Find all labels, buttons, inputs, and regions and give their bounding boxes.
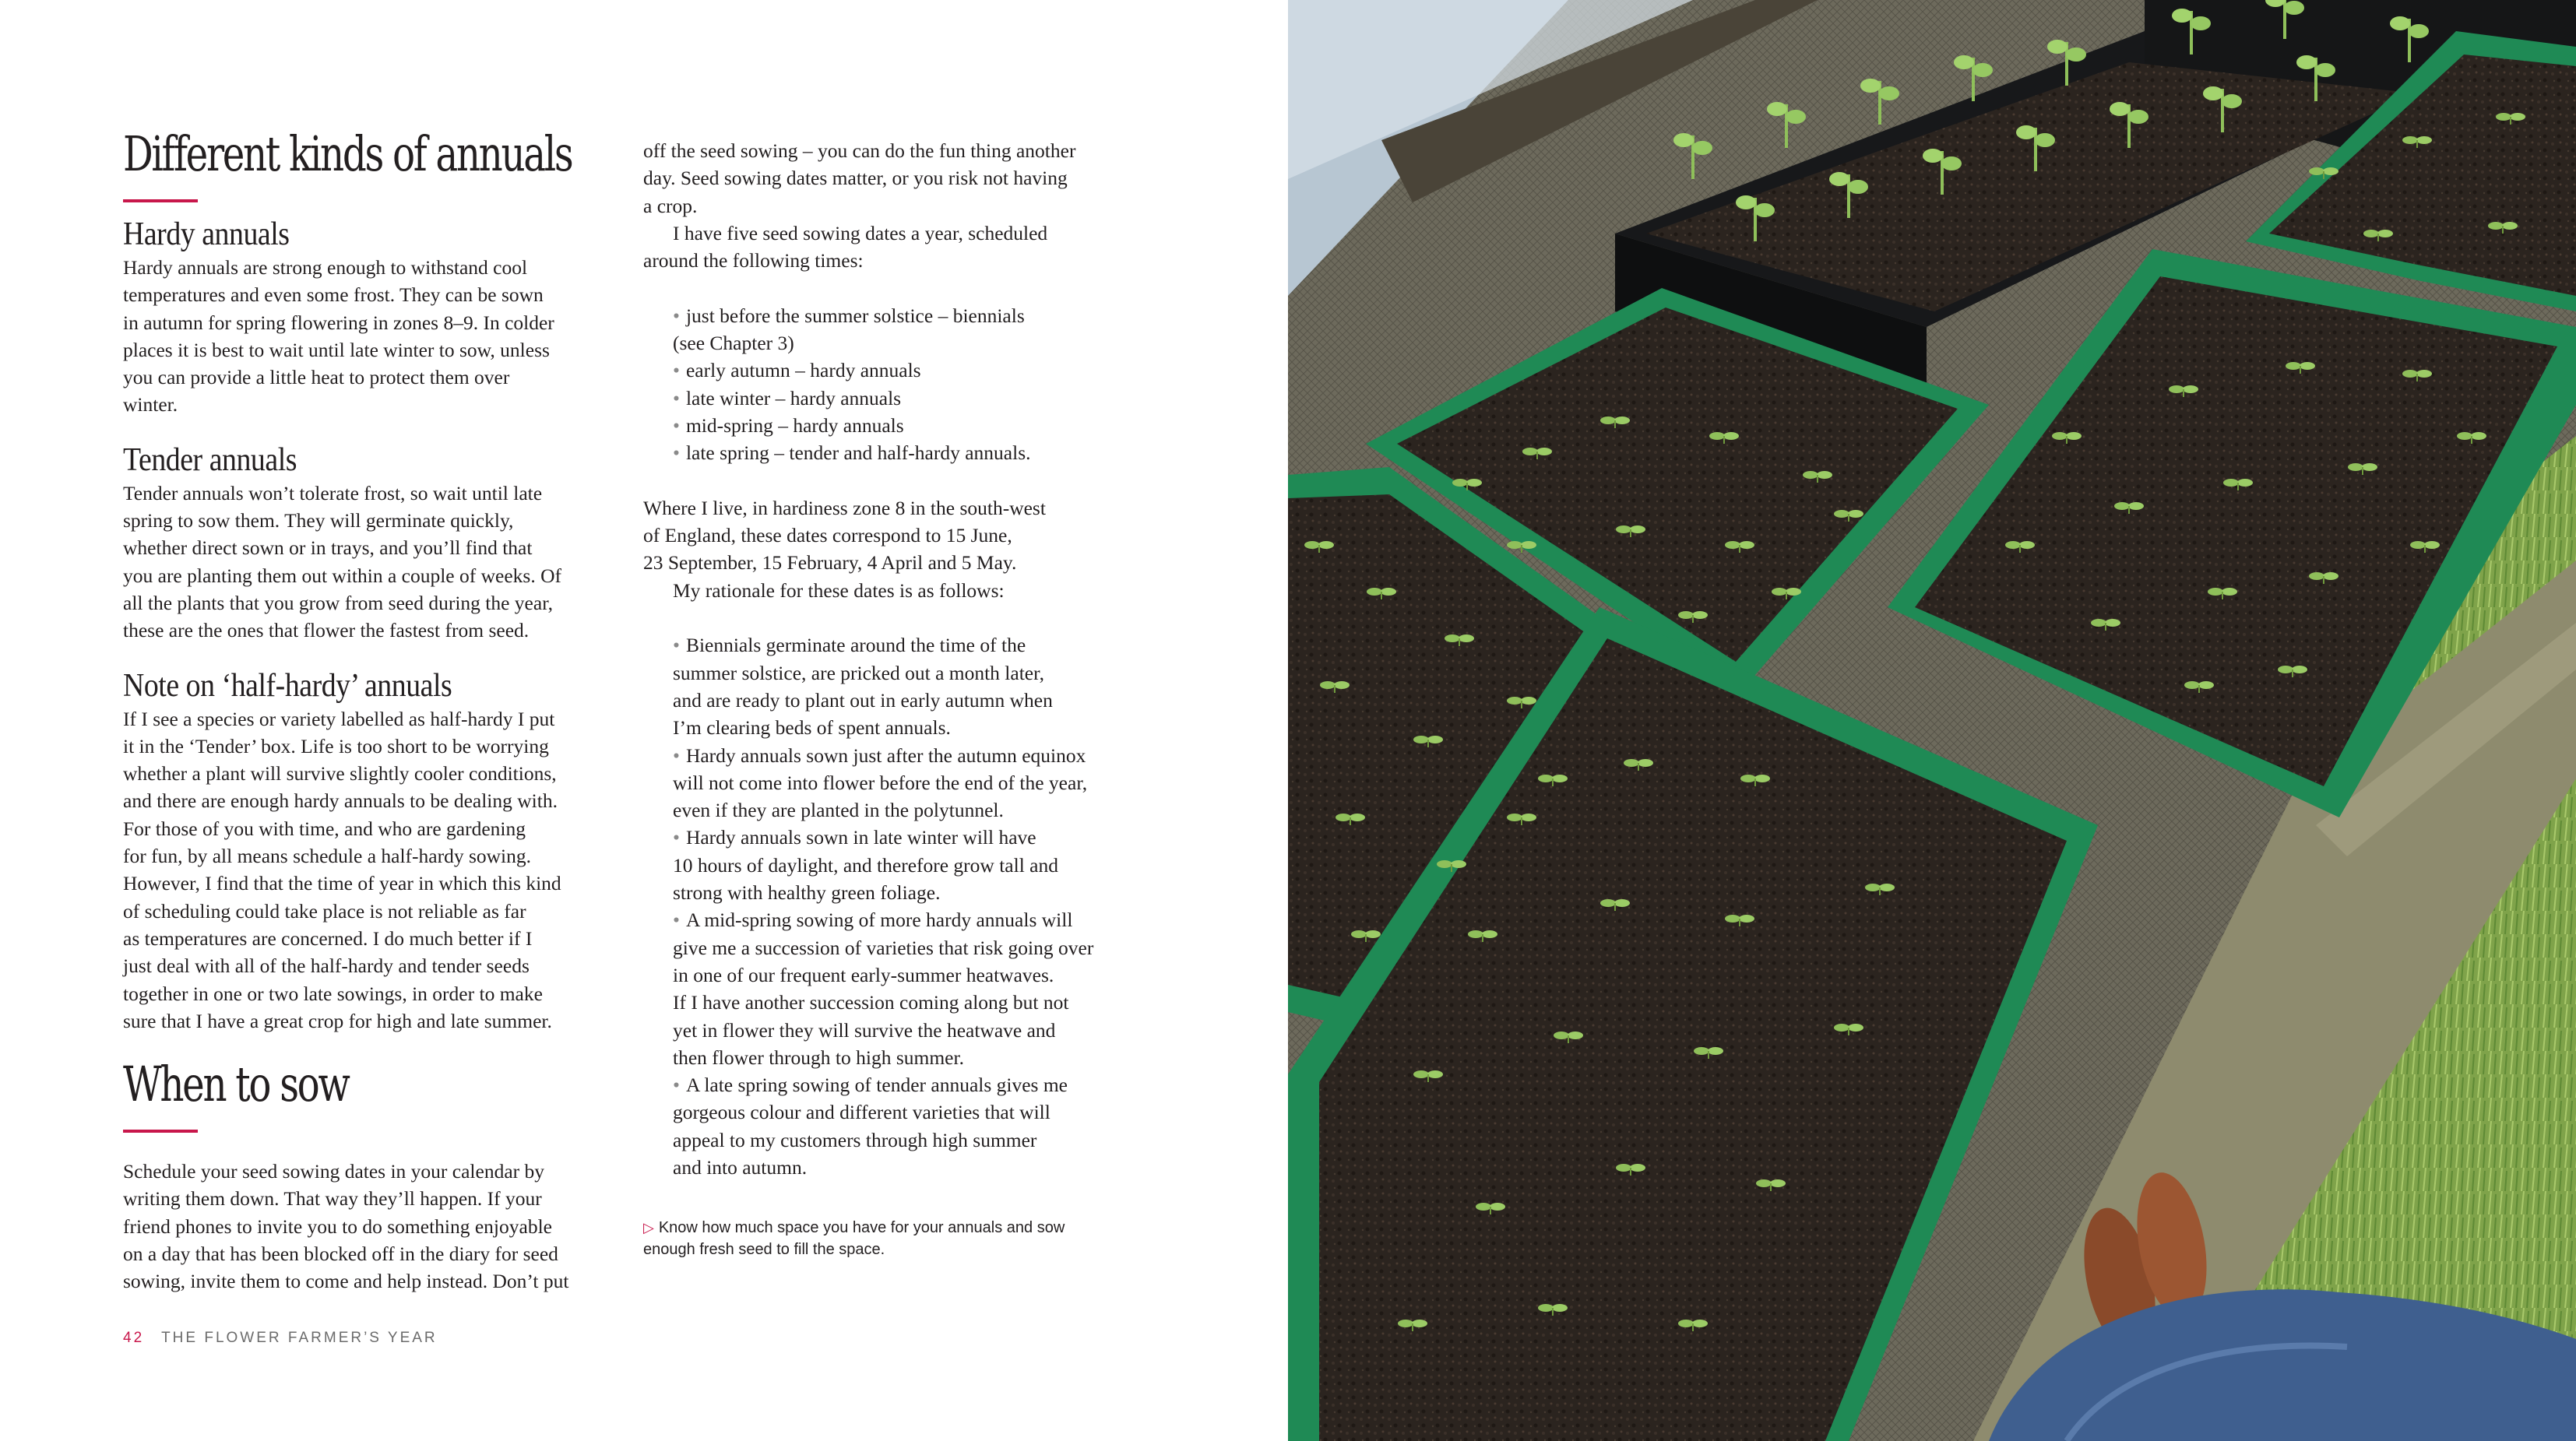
text-line: sure that I have a great crop for high and late summer. bbox=[123, 1009, 552, 1032]
text-line: Schedule your seed sowing dates in your calendar by bbox=[123, 1160, 545, 1183]
heading-different-kinds: Different kinds of annuals bbox=[123, 125, 572, 182]
text-line: friend phones to invite you to do something enjoyable bbox=[123, 1214, 552, 1238]
subheading-hardy: Hardy annuals bbox=[123, 216, 290, 252]
text-line: For those of you with time, and who are gardening bbox=[123, 817, 526, 840]
list-item: • A mid-spring sowing of more hardy annuals will bbox=[673, 909, 1073, 932]
list-item-continued: strong with healthy green foliage. bbox=[673, 881, 941, 905]
text-line: you can provide a little heat to protect them over bbox=[123, 366, 510, 389]
list-item: • Hardy annuals sown just after the autumn equinox bbox=[673, 743, 1086, 767]
text-line: sowing, invite them to come and help instead. Don’t put bbox=[123, 1270, 569, 1293]
text-line: places it is best to wait until late winter to sow, unless bbox=[123, 338, 550, 361]
text-line: off the seed sowing – you can do the fun thing another bbox=[643, 139, 1076, 162]
list-item: • late spring – tender and half-hardy annuals. bbox=[673, 441, 1031, 465]
list-item-continued: give me a succession of varieties that risk going over bbox=[673, 936, 1094, 959]
sowing-dates-list bbox=[643, 302, 1142, 467]
list-item-continued: and are ready to plant out in early autumn when bbox=[673, 688, 1053, 712]
text-line: writing them down. That way they’ll happen. If your bbox=[123, 1187, 542, 1211]
text-line: Hardy annuals are strong enough to withstand cool bbox=[123, 256, 528, 279]
caption-arrow-icon: ▷ bbox=[643, 1220, 654, 1236]
list-item-continued: If I have another succession coming along but not bbox=[673, 991, 1069, 1014]
hardy-paragraph bbox=[123, 254, 614, 419]
photo-caption: ▷ Know how much space you have for your annuals and sow enough fresh seed to fill the space. bbox=[643, 1219, 1065, 1259]
when-paragraph bbox=[123, 1158, 614, 1295]
text-line: Tender annuals won’t tolerate frost, so wait until late bbox=[123, 481, 543, 504]
text-line: for fun, by all means schedule a half-hardy sowing. bbox=[123, 845, 532, 868]
running-title: THE FLOWER FARMER’S YEAR bbox=[161, 1330, 438, 1346]
text-line: as temperatures are concerned. I do much better if I bbox=[123, 926, 533, 950]
text-line: of scheduling could take place is not reliable as far bbox=[123, 899, 526, 923]
list-item: • early autumn – hardy annuals bbox=[673, 359, 921, 382]
list-item: • A late spring sowing of tender annuals gives me bbox=[673, 1074, 1068, 1097]
list-item: • Biennials germinate around the time of the bbox=[673, 634, 1026, 657]
text-line: on a day that has been blocked off in the diary for seed bbox=[123, 1242, 558, 1266]
list-item-continued: will not come into flower before the end of the year, bbox=[673, 771, 1088, 794]
accent-rule bbox=[123, 1130, 198, 1133]
text-line: just deal with all of the half-hardy and tender seeds bbox=[123, 954, 530, 978]
text-line: My rationale for these dates is as follows: bbox=[673, 578, 1005, 602]
text-line: together in one or two late sowings, in order to make bbox=[123, 982, 543, 1005]
list-item-continued: summer solstice, are pricked out a month later, bbox=[673, 661, 1044, 684]
page-folio bbox=[123, 1330, 438, 1347]
intro-paragraph bbox=[643, 137, 1142, 274]
list-item-continued: gorgeous colour and different varieties that will bbox=[673, 1101, 1050, 1124]
list-item-continued: in one of our frequent early-summer heatwaves. bbox=[673, 963, 1054, 986]
list-item-continued: then flower through to high summer. bbox=[673, 1046, 964, 1069]
right-text-column bbox=[643, 137, 1142, 1260]
where-paragraph bbox=[643, 494, 1142, 604]
text-line: Where I live, in hardiness zone 8 in the south-west bbox=[643, 496, 1046, 519]
list-item-continued: yet in flower they will survive the heatwave and bbox=[673, 1018, 1056, 1042]
list-item: • late winter – hardy annuals bbox=[673, 386, 902, 409]
text-line: 23 September, 15 February, 4 April and 5 May. bbox=[643, 551, 1017, 575]
text-line: spring to sow them. They will germinate quickly, bbox=[123, 509, 514, 532]
subheading-tender: Tender annuals bbox=[123, 441, 297, 478]
list-item-continued: and into autumn. bbox=[673, 1155, 808, 1179]
subheading-half-hardy: Note on ‘half-hardy’ annuals bbox=[123, 667, 452, 704]
text-line: If I see a species or variety labelled as half-hardy I put bbox=[123, 707, 555, 730]
text-line: I have five seed sowing dates a year, scheduled bbox=[673, 221, 1048, 244]
page-number: 42 bbox=[123, 1330, 145, 1346]
text-line: around the following times: bbox=[643, 249, 864, 272]
heading-when-to-sow: When to sow bbox=[123, 1056, 349, 1113]
text-line: However, I find that the time of year in which this kind bbox=[123, 872, 561, 895]
rationale-list bbox=[643, 631, 1142, 1181]
text-line: and there are enough hardy annuals to be dealing with. bbox=[123, 789, 558, 813]
list-item-continued: 10 hours of daylight, and therefore grow tall and bbox=[673, 853, 1058, 877]
text-line: whether direct sown or in trays, and you’ll find that bbox=[123, 536, 533, 560]
text-line: all the plants that you grow from seed during the year, bbox=[123, 591, 554, 614]
accent-rule bbox=[123, 199, 198, 202]
text-line: winter. bbox=[123, 393, 178, 416]
list-item-continued: even if they are planted in the polytunnel. bbox=[673, 799, 1004, 822]
text-line: it in the ‘Tender’ box. Life is too short to be worrying bbox=[123, 734, 549, 757]
half-hardy-paragraph bbox=[123, 705, 614, 1035]
list-item-continued: (see Chapter 3) bbox=[673, 332, 794, 355]
list-item-continued: I’m clearing beds of spent annuals. bbox=[673, 716, 951, 740]
list-item: • Hardy annuals sown in late winter will have bbox=[673, 826, 1036, 849]
text-line: temperatures and even some frost. They can be sown bbox=[123, 283, 544, 307]
text-line: these are the ones that flower the fastest from seed. bbox=[123, 619, 530, 642]
left-column bbox=[123, 125, 614, 1295]
text-line: you are planting them out within a couple of weeks. Of bbox=[123, 564, 561, 587]
text-line: in autumn for spring flowering in zones 8–9. In colder bbox=[123, 311, 554, 334]
list-item: • mid-spring – hardy annuals bbox=[673, 413, 904, 437]
text-line: day. Seed sowing dates matter, or you risk not having bbox=[643, 167, 1068, 190]
text-line: whether a plant will survive slightly cooler conditions, bbox=[123, 762, 557, 786]
tender-paragraph bbox=[123, 480, 614, 645]
list-item-continued: appeal to my customers through high summer bbox=[673, 1128, 1037, 1151]
list-item: • just before the summer solstice – biennials bbox=[673, 304, 1025, 327]
seed-trays-seedlings-photo bbox=[1288, 0, 2576, 1441]
text-line: of England, these dates correspond to 15 June, bbox=[643, 524, 1012, 547]
text-line: a crop. bbox=[643, 194, 698, 217]
